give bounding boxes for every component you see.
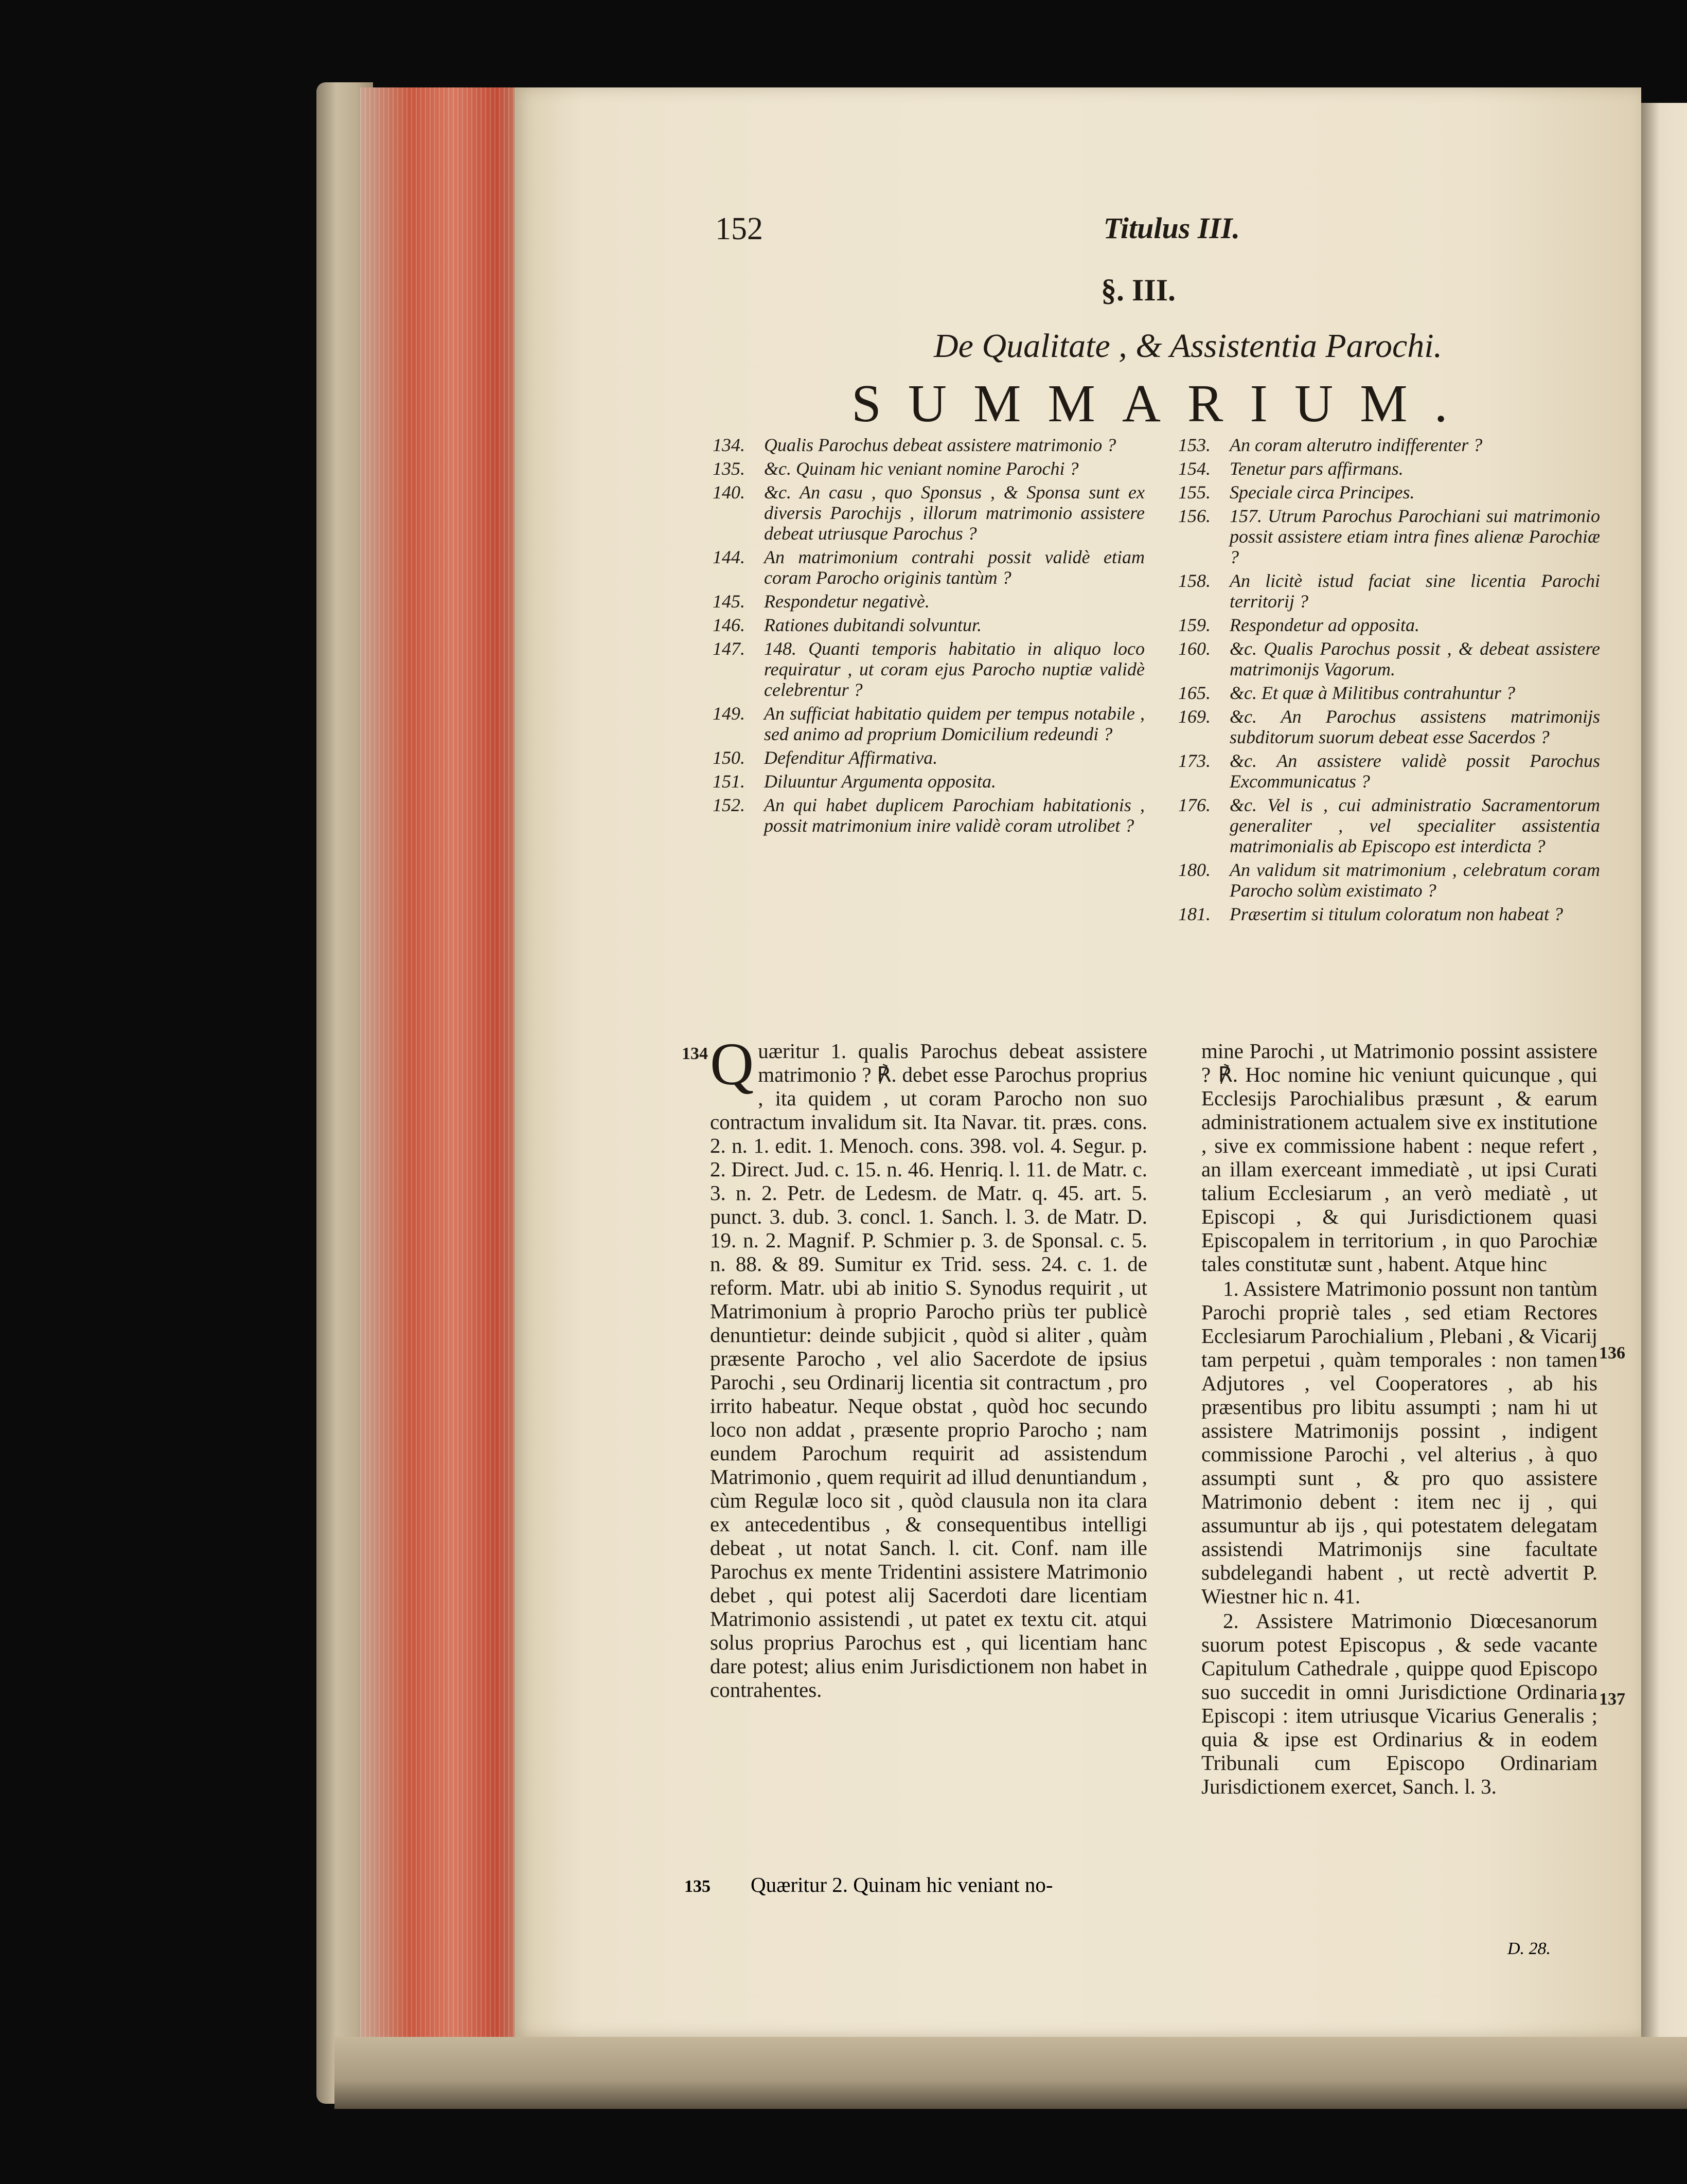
summary-entry-number: 156.: [1178, 506, 1211, 526]
summary-entry-text: Præsertim si titulum coloratum non habeat ?: [1230, 904, 1563, 924]
margin-number-136: 136: [1599, 1344, 1625, 1363]
summary-entry-text: 157. Utrum Parochus Parochiani sui matrimonio possit assistere etiam intra fines alienæ Parochiæ ?: [1230, 506, 1600, 567]
summary-entry: [1178, 615, 1600, 635]
summary-entry-number: 150.: [713, 747, 745, 768]
summary-entry-text: An sufficiat habitatio quidem per tempus notabile , sed animo ad proprium Domicilium redeundi ?: [764, 703, 1145, 744]
book-board-bottom: [334, 2037, 1687, 2109]
catchword: D. 28.: [1507, 1939, 1551, 1958]
summary-entry-number: 135.: [713, 458, 745, 479]
summary-entry-number: 154.: [1178, 458, 1211, 479]
summary-entry-text: Qualis Parochus debeat assistere matrimonio ?: [764, 435, 1116, 455]
summary-entry-text: An validum sit matrimonium , celebratum coram Parocho solùm existimato ?: [1230, 860, 1600, 901]
summary-entry-text: Respondetur ad opposita.: [1230, 615, 1419, 635]
summary-entry-text: &c. Qualis Parochus possit , & debeat assistere matrimonijs Vagorum.: [1230, 638, 1600, 679]
summary-entry-number: 153.: [1178, 435, 1211, 455]
summary-entry-text: &c. An Parochus assistens matrimonijs subditorum suorum debeat esse Sacerdos ?: [1230, 706, 1600, 747]
summary-entry: [1178, 638, 1600, 679]
summary-entry-text: &c. Vel is , cui administratio Sacramentorum generaliter , vel specialiter assistentia matrimonialis ab Episcopo est interdicta ?: [1230, 795, 1600, 856]
summary-entry: [713, 703, 1145, 744]
summary-entry: [1178, 860, 1600, 901]
summary-entry-number: 147.: [713, 638, 745, 659]
summary-entry-number: 165.: [1178, 683, 1211, 703]
summary-entry-number: 145.: [713, 591, 745, 612]
right-paragraph-1: mine Parochi , ut Matrimonio possint assistere ? ℟. Hoc nomine hic veniunt quicunque , qui Ecclesijs Parochialibus præsunt , & earum administrationem actualem sive ex institutione , sive ex commissione habent : neque refert , an illam exerceant immediatè , ut ipsi Curati talium Ecclesiarum , an verò mediatè , ut Episcopi , & qui Jurisdictionem quasi Episcopalem in territorium , in quo Parochiæ tales constitutæ sunt , habent. Atque hinc: [1201, 1039, 1597, 1276]
summary-entry-text: An qui habet duplicem Parochiam habitationis , possit matrimonium inire validè coram utrolibet ?: [764, 795, 1145, 836]
summary-entry: [1178, 683, 1600, 703]
right-paragraph-3: 2. Assistere Matrimonio Diœcesanorum suorum potest Episcopus , & sede vacante Capitulum Cathedrale , quippe quod Episcopo suo succedit in omni Jurisdictione Ordinaria Episcopi : item utriusque Vicarius Generalis ; quia & ipse est Ordinarius & in eodem Tribunali cum Episcopo Ordinariam Jurisdictionem exercet, Sanch. l. 3.: [1201, 1609, 1597, 1798]
summary-entry-text: 148. Quanti temporis habitatio in aliquo loco requiratur , ut coram ejus Parocho nuptiæ validè celebrentur ?: [764, 638, 1145, 700]
margin-number-137: 137: [1599, 1690, 1625, 1709]
summary-entry-number: 181.: [1178, 904, 1211, 924]
right-paragraph-2: 1. Assistere Matrimonio possunt non tantùm Parochi propriè tales , sed etiam Rectores Ecclesiarum Parochialium , Plebani , & Vicarij tam perpetui , quàm temporales : non tamen Adjutores , vel Cooperatores , ab his præsentibus pro libitu assumpti ; nam hi ut assistere Matrimonijs possint , indigent commissione Parochi , vel alterius , à quo assumpti sunt , & pro quo assistere Matrimonio debent : item nec ij , qui assumuntur ab ijs , qui potestatem delegatam assistendi Matrimonijs sine facultate subdelegandi habent , ut rectè advertit P. Wiestner hic n. 41.: [1201, 1277, 1597, 1608]
summary-entry-number: 158.: [1178, 570, 1211, 591]
summary-entry-number: 169.: [1178, 706, 1211, 727]
summary-entry: [713, 747, 1145, 768]
summary-entry: [713, 547, 1145, 588]
page-number: 152: [715, 211, 763, 246]
summary-entry: [1178, 706, 1600, 747]
left-paragraph: uæritur 1. qualis Parochus debeat assistere matrimonio ? ℟. debet esse Parochus proprius , ita quidem , ut coram Parocho non suo contractum invalidum sit. Ita Navar. tit. præs. cons. 2. n. 1. edit. 1. Menoch. cons. 398. vol. 4. Segur. p. 2. Direct. Jud. c. 15. n. 46. Henriq. l. 11. de Matr. c. 3. n. 2. Petr. de Ledesm. de Matr. q. 45. art. 5. punct. 3. dub. 3. concl. 1. Sanch. l. 3. de Matr. D. 19. n. 2. Magnif. P. Schmier p. 3. de Sponsal. c. 5. n. 88. & 89. Sumitur ex Trid. sess. 24. c. 1. de reform. Matr. ubi ab initio S. Synodus requirit , ut Matrimonium à proprio Parocho priùs ter publicè denuntietur: deinde subjicit , quòd si aliter , quàm præsente Parocho , vel alio Sacerdote de ipsius Parochi , seu Ordinarij licentia sit contractum , pro irrito habeatur. Neque obstat , quòd hoc secundo loco non addat , præsente proprio Parocho ; nam eundem Parochum requirit ad assistendum Matrimonio , quem requirit ad illud denuntiandum , cùm Regulæ loco sit , quòd clausula non ita clara ex antecedentibus , & consequentibus intelligi debeat , ut notat Sanch. l. cit. Conf. nam ille Parochus ex mente Tridentini assistere Matrimonio debet , qui potest alij Sacerdoti dare licentiam Matrimonio assistendi , ut patet ex textu cit. atqui solus proprius Parochus est , qui licentiam hanc dare potest; alius enim Jurisdictionem non habet in contrahentes.: [710, 1039, 1147, 1702]
summary-entry-text: An matrimonium contrahi possit validè etiam coram Parocho originis tantùm ?: [764, 547, 1145, 588]
drop-cap: Q: [710, 1030, 754, 1098]
summary-entry-text: Tenetur pars affirmans.: [1230, 458, 1404, 479]
summary-entry-text: Respondetur negativè.: [764, 591, 930, 612]
summary-entry-text: Speciale circa Principes.: [1230, 482, 1415, 503]
main-right-column: [1201, 1039, 1597, 1799]
summary-entry-number: 151.: [713, 771, 745, 792]
margin-number-134: 134: [682, 1044, 708, 1063]
section-title: De Qualitate , & Assistentia Parochi.: [934, 327, 1443, 365]
summary-entry-number: 176.: [1178, 795, 1211, 815]
summary-entry: [1178, 570, 1600, 612]
summary-left-column: [713, 435, 1145, 839]
summary-entry-number: 146.: [713, 615, 745, 635]
summary-entry-number: 149.: [713, 703, 745, 724]
running-head: [715, 211, 1240, 257]
summary-entry-number: 134.: [713, 435, 745, 455]
summary-entry-number: 173.: [1178, 750, 1211, 771]
summary-entry-text: &c. An casu , quo Sponsus , & Sponsa sunt ex diversis Parochijs , illorum matrimonio assistere debeat utriusque Parochus ?: [764, 482, 1145, 544]
summary-entry: [713, 795, 1145, 836]
summary-entry-text: Rationes dubitandi solvuntur.: [764, 615, 982, 635]
summary-entry: [1178, 458, 1600, 479]
summary-entry: [1178, 795, 1600, 856]
margin-number-135: 135: [684, 1877, 711, 1896]
summary-entry: [713, 435, 1145, 455]
summary-entry-number: 140.: [713, 482, 745, 503]
summary-entry-text: Defenditur Affirmativa.: [764, 747, 938, 768]
summary-entry: [713, 615, 1145, 635]
summary-entry: [1178, 435, 1600, 455]
summary-heading: SUMMARIUM.: [851, 374, 1475, 433]
summary-entry-text: An coram alterutro indifferenter ?: [1230, 435, 1483, 455]
summary-entry-number: 155.: [1178, 482, 1211, 503]
summary-entry-text: Diluuntur Argumenta opposita.: [764, 771, 997, 792]
facing-page-edge: [1641, 103, 1687, 2037]
summary-entry-text: &c. An assistere validè possit Parochus Excommunicatus ?: [1230, 750, 1600, 792]
summary-entry: [1178, 482, 1600, 503]
summary-entry-text: &c. Quinam hic veniant nomine Parochi ?: [764, 458, 1079, 479]
summary-right-column: [1178, 435, 1600, 927]
summary-entry: [1178, 750, 1600, 792]
left-last-line: [684, 1872, 1127, 1897]
summary-entry-number: 180.: [1178, 860, 1211, 880]
summary-entry: [713, 458, 1145, 479]
summary-entry-number: 160.: [1178, 638, 1211, 659]
summary-entry-number: 144.: [713, 547, 745, 567]
summary-entry-text: An licitè istud faciat sine licentia Parochi territorij ?: [1230, 570, 1600, 612]
main-left-column: [710, 1030, 1147, 1703]
left-last-line-text: Quæritur 2. Quinam hic veniant no-: [751, 1873, 1053, 1896]
running-title: Titulus III.: [1103, 211, 1240, 245]
summary-entry: [1178, 904, 1600, 924]
summary-entry: [713, 771, 1145, 792]
summary-entry-text: &c. Et quæ à Militibus contrahuntur ?: [1230, 683, 1515, 703]
red-page-edges: [360, 87, 530, 2047]
summary-entry: [713, 482, 1145, 544]
section-number: §. III.: [1101, 273, 1176, 307]
summary-entry: [713, 591, 1145, 612]
summary-entry: [713, 638, 1145, 700]
summary-entry-number: 159.: [1178, 615, 1211, 635]
summary-entry: [1178, 506, 1600, 567]
summary-entry-number: 152.: [713, 795, 745, 815]
